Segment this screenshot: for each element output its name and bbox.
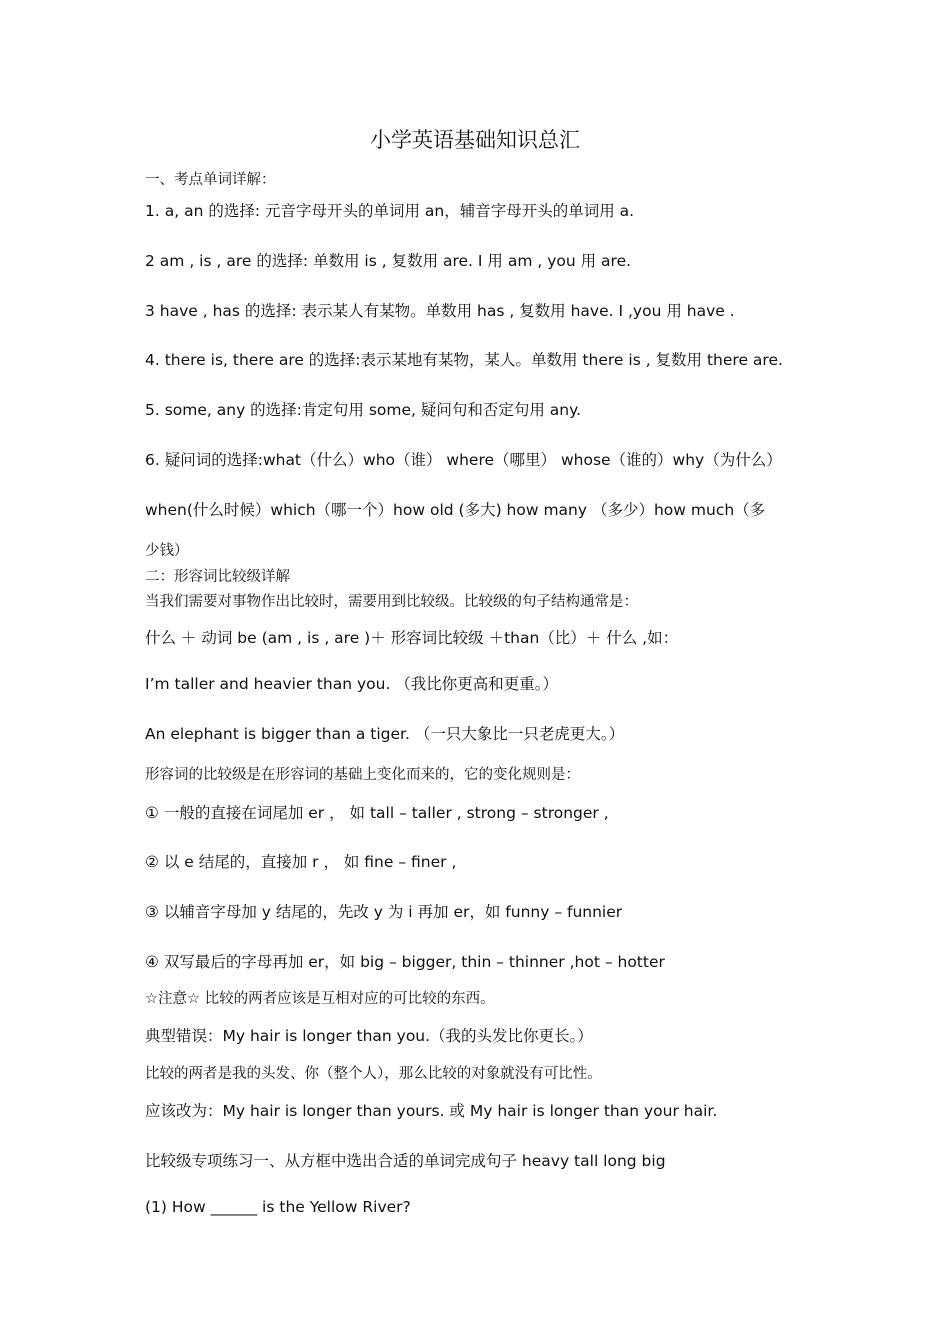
text-line: 6. 疑问词的选择:what（什么）who（谁） where（哪里） whose（谁的）why（为什么） [145,451,782,469]
rule-item: ③ 以辅音字母加 y 结尾的，先改 y 为 i 再加 er，如 funny – funnier [145,903,623,921]
exercise-item: (1) How ______ is the Yellow River? [145,1198,411,1216]
example-line: An elephant is bigger than a tiger. （一只大象比一只老虎更大。） [145,725,625,743]
page-title: 小学英语基础知识总汇 [370,128,580,152]
rule-item: ④ 双写最后的字母再加 er，如 big – bigger, thin – thinner ,hot – hotter [145,953,665,971]
text-line: 当我们需要对事物作出比较时，需要用到比较级。比较级的句子结构通常是： [145,594,638,610]
text-line: 少钱） [145,543,189,559]
example-line: I’m taller and heavier than you. （我比你更高和更重。） [145,675,559,693]
text-line: 形容词的比较级是在形容词的基础上变化而来的，它的变化规则是： [145,767,580,783]
rule-item: ① 一般的直接在词尾加 er ， 如 tall – taller , strong – stronger , [145,804,609,822]
formula-line: 什么 ＋ 动词 be (am , is , are )＋ 形容词比较级 ＋than（比）＋ 什么 ,如： [145,629,679,647]
text-line: 应该改为：My hair is longer than yours. 或 My hair is longer than your hair. [145,1102,718,1120]
section-heading-1: 一、考点单词详解： [145,172,276,188]
note-line: ☆注意☆ 比较的两者应该是互相对应的可比较的东西。 [145,991,495,1007]
text-line: 2 am , is , are 的选择: 单数用 is , 复数用 are. I 用 am , you 用 are. [145,252,632,270]
rule-item: ② 以 e 结尾的，直接加 r ， 如 fine – finer , [145,853,457,871]
exercise-heading: 比较级专项练习一、从方框中选出合适的单词完成句子 heavy tall long big [145,1152,666,1170]
text-line: 比较的两者是我的头发、你（整个人），那么比较的对象就没有可比性。 [145,1066,602,1082]
text-line: 典型错误：My hair is longer than you.（我的头发比你更长。） [145,1027,593,1045]
text-line: 1. a, an 的选择: 元音字母开头的单词用 an，辅音字母开头的单词用 a. [145,202,635,220]
text-line: 5. some, any 的选择:肯定句用 some, 疑问句和否定句用 any. [145,401,582,419]
text-line: 4. there is, there are 的选择:表示某地有某物，某人。单数用 there is , 复数用 there are. [145,351,783,369]
text-line: 3 have , has 的选择: 表示某人有某物。单数用 has , 复数用 have. I ,you 用 have . [145,302,735,320]
section-heading-2: 二：形容词比较级详解 [145,569,290,585]
text-line: when(什么时候）which（哪一个）how old (多大) how many （多少）how much（多 [145,501,766,519]
